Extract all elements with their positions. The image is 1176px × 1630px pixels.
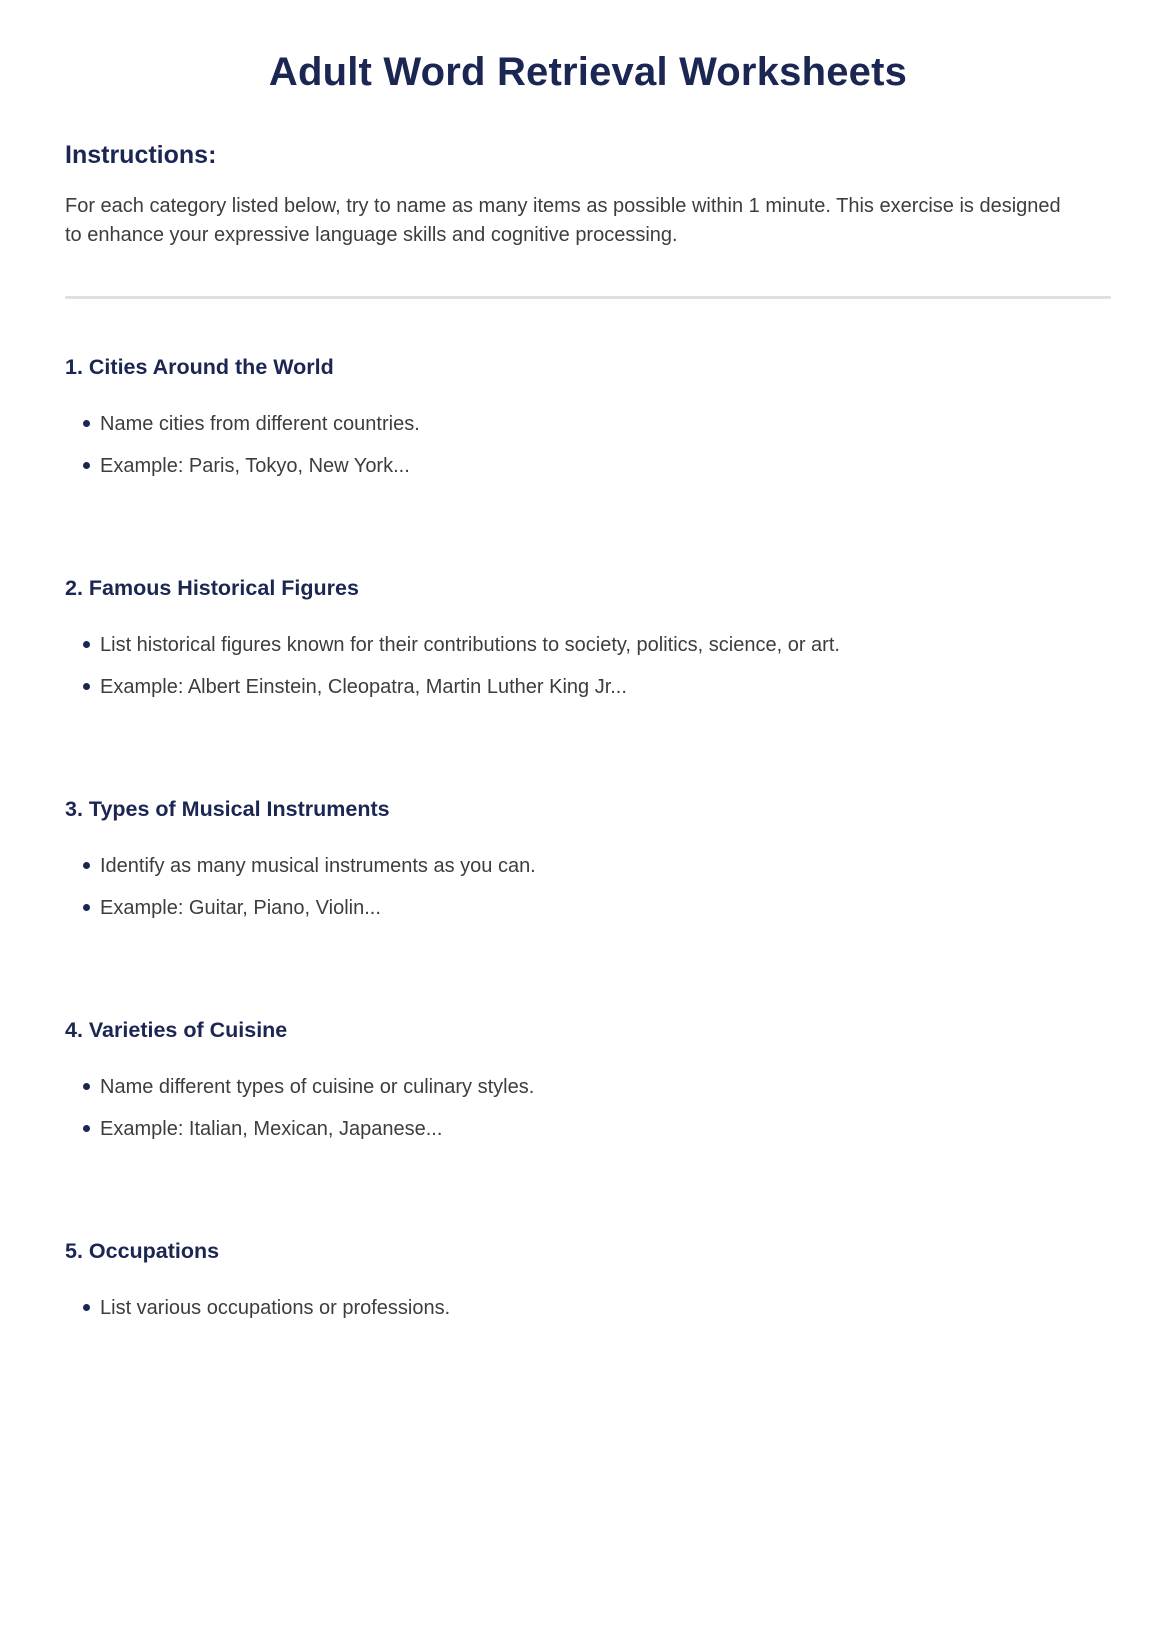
bullet-item: List various occupations or professions. [65, 1294, 1111, 1322]
bullet-item: Identify as many musical instruments as you can. [65, 852, 1111, 880]
bullet-item: Name cities from different countries. [65, 410, 1111, 438]
section-bullet-list [65, 1073, 1111, 1143]
section-cities [65, 355, 1111, 480]
section-historical-figures [65, 576, 1111, 701]
section-title: 4. Varieties of Cuisine [65, 1018, 288, 1042]
section-title: 3. Types of Musical Instruments [65, 797, 390, 821]
section-bullet-list [65, 1294, 1111, 1322]
bullet-item: Example: Guitar, Piano, Violin... [65, 894, 1111, 922]
section-title: 2. Famous Historical Figures [65, 576, 359, 600]
bullet-item: Example: Paris, Tokyo, New York... [65, 452, 1111, 480]
bullet-item: Example: Albert Einstein, Cleopatra, Martin Luther King Jr... [65, 673, 1111, 701]
section-title: 5. Occupations [65, 1239, 220, 1263]
section-divider [65, 296, 1111, 299]
bullet-item: List historical figures known for their contributions to society, politics, science, or art. [65, 631, 1111, 659]
section-bullet-list [65, 410, 1111, 480]
section-bullet-list [65, 631, 1111, 701]
section-bullet-list [65, 852, 1111, 922]
section-musical-instruments [65, 797, 1111, 922]
instructions-heading: Instructions: [65, 141, 217, 169]
bullet-item: Example: Italian, Mexican, Japanese... [65, 1115, 1111, 1143]
section-occupations [65, 1239, 1111, 1322]
section-title: 1. Cities Around the World [65, 355, 334, 379]
section-cuisine [65, 1018, 1111, 1143]
instructions-text: For each category listed below, try to name as many items as possible within 1 minute. This exercise is designed to enhance your expressive language skills and cognitive processing. [65, 195, 1061, 246]
bullet-item: Name different types of cuisine or culinary styles. [65, 1073, 1111, 1101]
page-title: Adult Word Retrieval Worksheets [268, 50, 908, 94]
